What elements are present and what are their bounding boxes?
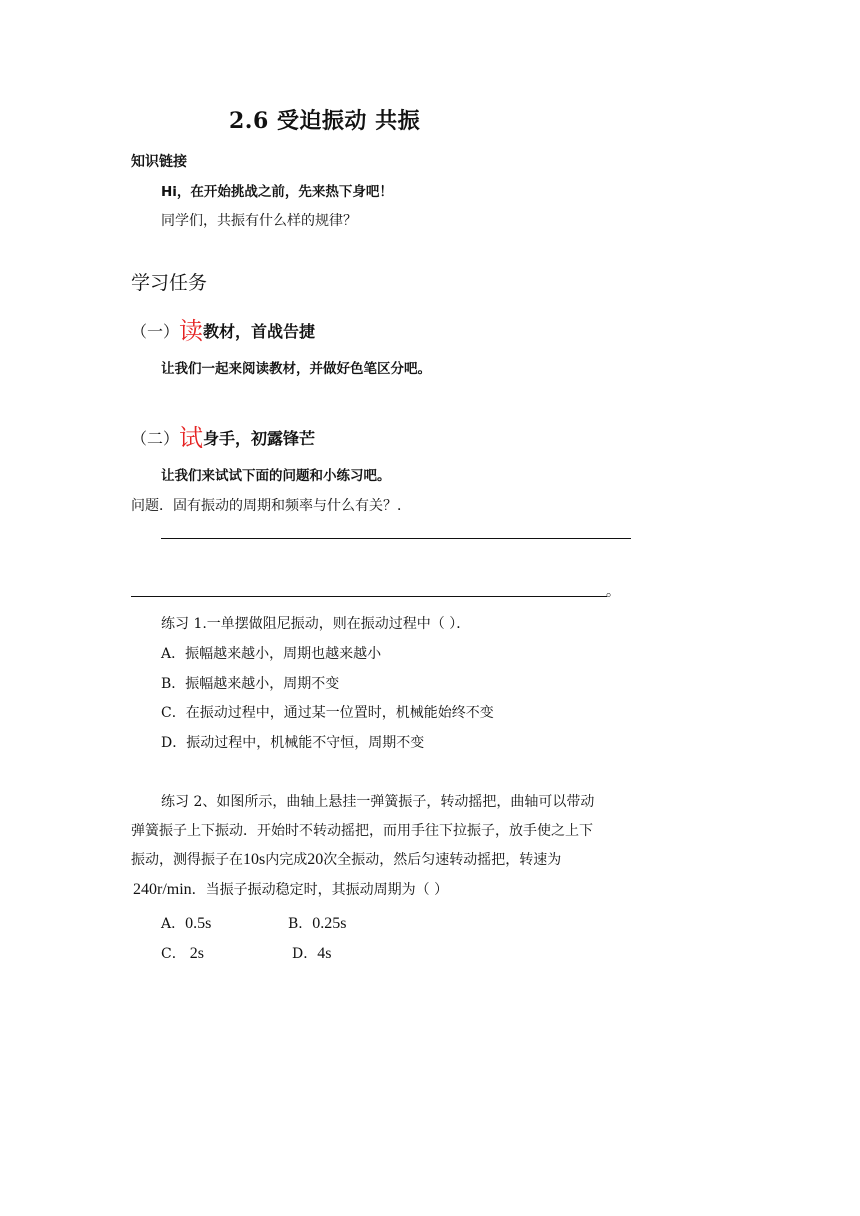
answer-line-2 <box>131 596 607 597</box>
exercise2-option-d <box>292 943 331 963</box>
exercise1-option-a: A．振幅越来越小，周期也越来越小 <box>161 646 382 662</box>
exercise2-option-a-label: A． <box>161 916 186 932</box>
exercise2-speed-value: 240r/min <box>133 881 192 898</box>
part1-instruction: 让我们一起来阅读教材，并做好色笔区分吧。 <box>161 361 431 377</box>
exercise2-option-b <box>288 913 347 933</box>
exercise2-option-a-value: 0.5s <box>185 915 212 932</box>
exercise2-option-c-value: 2s <box>189 945 204 962</box>
part1-big-char: 读 <box>179 317 204 345</box>
part1-rest: 教材，首战告捷 <box>203 322 316 341</box>
part2-heading <box>131 418 315 453</box>
part2-instruction: 让我们来试试下面的问题和小练习吧。 <box>161 468 391 484</box>
exercise2-option-d-value: 4s <box>317 945 332 962</box>
exercise2-line3-c: 内完成 <box>265 852 308 868</box>
greeting-text: Hi，在开始挑战之前，先来热下身吧！ <box>161 184 393 200</box>
part1-prefix: （一） <box>131 322 180 341</box>
exercise2-count-value: 20 <box>307 851 324 868</box>
exercise2-line4 <box>133 879 448 899</box>
exercise2-option-c-label: C． <box>161 946 186 962</box>
part2-big-char: 试 <box>179 424 204 452</box>
exercise1-option-b: B．振幅越来越小，周期不变 <box>161 676 340 692</box>
answer-line-1 <box>161 538 631 539</box>
exercise2-line4-b: ．当振子振动稳定时，其振动周期为（ ） <box>191 882 449 898</box>
question-intro: 同学们，共振有什么样的规律？ <box>161 213 357 229</box>
exercise2-time-value: 10s <box>243 851 266 868</box>
exercise2-line3-a: 振动，测得振子在 <box>131 852 243 868</box>
exercise2-line3-e: 次全振动，然后匀速转动摇把，转速为 <box>323 852 562 868</box>
answer-end-mark: 。 <box>606 584 620 600</box>
exercise1-option-c: C．在振动过程中，通过某一位置时，机械能始终不变 <box>161 705 494 721</box>
exercise2-option-d-label: D． <box>292 946 318 962</box>
part2-rest: 身手，初露锋芒 <box>203 429 316 448</box>
exercise2-option-c <box>161 943 204 963</box>
exercise2-line2: 弹簧振子上下振动．开始时不转动摇把，而用手往下拉振子，放手使之上下 <box>131 823 593 839</box>
exercise2-option-b-value: 0.25s <box>312 915 347 932</box>
page-title: 2.6 受迫振动 共振 <box>229 108 421 134</box>
section-title: 学习任务 <box>131 272 208 294</box>
part1-heading <box>131 311 315 346</box>
exercise2-option-b-label: B． <box>288 916 313 932</box>
exercise1-stem: 练习 1.一单摆做阻尼振动，则在振动过程中（ ）． <box>161 616 471 632</box>
exercise2-option-a <box>161 913 211 933</box>
knowledge-link-heading: 知识链接 <box>131 154 187 170</box>
exercise1-option-d: D．振动过程中，机械能不守恒，周期不变 <box>161 735 425 751</box>
part2-prefix: （二） <box>131 429 180 448</box>
exercise2-line1: 练习 2、如图所示，曲轴上悬挂一弹簧振子，转动摇把，曲轴可以带动 <box>161 794 595 810</box>
question-text: 问题．固有振动的周期和频率与什么有关？． <box>131 498 411 514</box>
exercise2-line3 <box>131 849 561 869</box>
